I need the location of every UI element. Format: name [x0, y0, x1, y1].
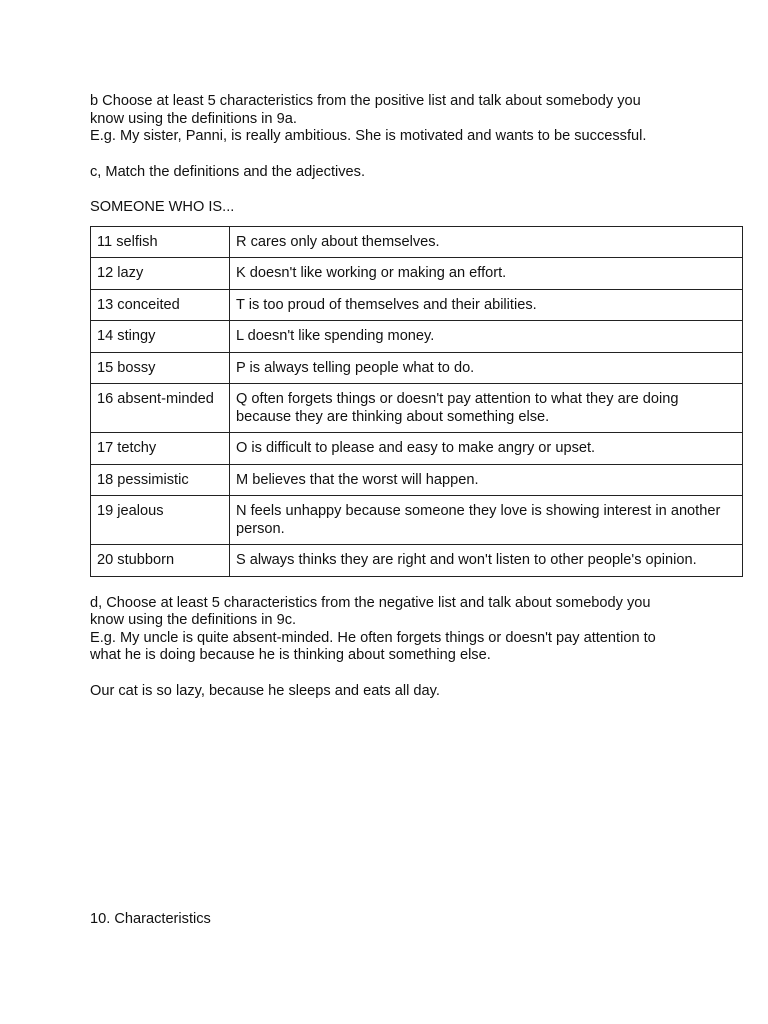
document-page	[90, 93, 750, 700]
section-b-example: E.g. My sister, Panni, is really ambitious. She is motivated and wants to be successful.	[90, 128, 647, 144]
adjective-cell: 13 conceited	[91, 289, 230, 321]
section-c-instruction: c, Match the definitions and the adjectives.	[90, 163, 366, 180]
table-row	[91, 226, 743, 258]
adjective-cell: 12 lazy	[91, 258, 230, 290]
table-row	[91, 258, 743, 290]
section-b-instruction	[90, 93, 750, 146]
adjective-cell: 18 pessimistic	[91, 464, 230, 496]
definition-cell: K doesn't like working or making an effort.	[230, 258, 743, 290]
adjective-cell: 17 tetchy	[91, 433, 230, 465]
section-b-line: b Choose at least 5 characteristics from the positive list and talk about somebody you	[90, 93, 641, 109]
definition-cell: N feels unhappy because someone they love is showing interest in another person.	[230, 496, 743, 545]
section-d-line: d, Choose at least 5 characteristics from the negative list and talk about somebody you	[90, 594, 651, 611]
definition-cell: O is difficult to please and easy to make angry or upset.	[230, 433, 743, 465]
adjective-cell: 16 absent-minded	[91, 384, 230, 433]
section-d-example: what he is doing because he is thinking about something else.	[90, 647, 491, 663]
table-row	[91, 464, 743, 496]
adjective-cell: 20 stubborn	[91, 545, 230, 577]
definition-cell: L doesn't like spending money.	[230, 321, 743, 353]
adjective-cell: 19 jealous	[91, 496, 230, 545]
definitions-table	[90, 226, 743, 577]
table-row	[91, 384, 743, 433]
definition-cell: S always thinks they are right and won't listen to other people's opinion.	[230, 545, 743, 577]
definition-cell: M believes that the worst will happen.	[230, 464, 743, 496]
table-row	[91, 352, 743, 384]
section-c-heading: SOMEONE WHO IS...	[90, 199, 235, 215]
definition-cell: T is too proud of themselves and their abilities.	[230, 289, 743, 321]
section-d-line: know using the definitions in 9c.	[90, 612, 297, 628]
adjective-cell: 14 stingy	[91, 321, 230, 353]
section-d-answer: Our cat is so lazy, because he sleeps and eats all day.	[90, 682, 440, 699]
section-b-line: know using the definitions in 9a.	[90, 110, 297, 127]
exercise-title: 10. Characteristics	[90, 911, 211, 927]
definition-cell: R cares only about themselves.	[230, 226, 743, 258]
adjective-cell: 15 bossy	[91, 352, 230, 384]
definition-cell: P is always telling people what to do.	[230, 352, 743, 384]
table-row	[91, 321, 743, 353]
definition-cell: Q often forgets things or doesn't pay attention to what they are doing because they are thinking about something else.	[230, 384, 743, 433]
section-d-example: E.g. My uncle is quite absent-minded. He often forgets things or doesn't pay attention to	[90, 629, 656, 646]
table-row	[91, 496, 743, 545]
table-row	[91, 433, 743, 465]
table-row	[91, 289, 743, 321]
table-row	[91, 545, 743, 577]
section-d-instruction	[90, 595, 750, 665]
adjective-cell: 11 selfish	[91, 226, 230, 258]
